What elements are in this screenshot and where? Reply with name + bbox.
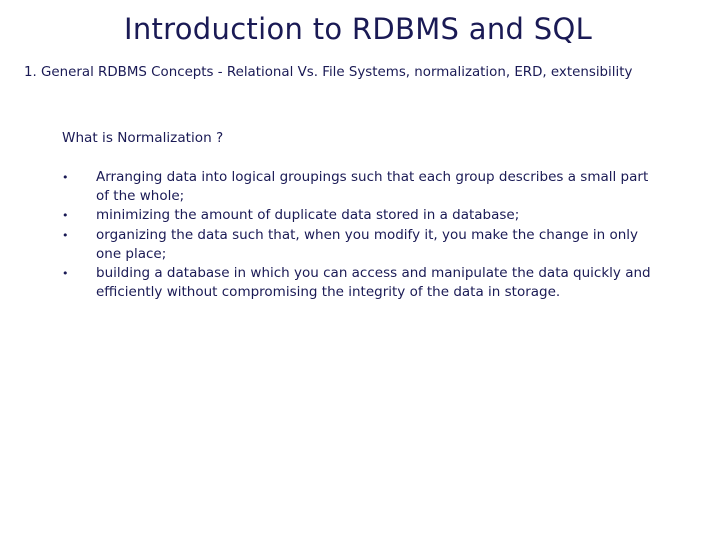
bullet-item	[62, 226, 662, 264]
bullet-list	[62, 168, 662, 302]
bullet-dot-icon: •	[62, 267, 69, 281]
slide-title: Introduction to RDBMS and SQL	[123, 12, 593, 46]
bullet-text: building a database in which you can access and manipulate the data quickly and efficiently without compromising the integrity of the data in storage.	[96, 265, 651, 301]
bullet-text: organizing the data such that, when you modify it, you make the change in only one place;	[96, 226, 639, 262]
bullet-item	[62, 206, 662, 225]
bullet-text: minimizing the amount of duplicate data stored in a database;	[96, 207, 520, 224]
bullet-item	[62, 264, 662, 302]
bullet-text: Arranging data into logical groupings such that each group describes a small part of the whole;	[96, 169, 649, 205]
bullet-dot-icon: •	[62, 228, 69, 242]
bullet-dot-icon: •	[62, 171, 69, 184]
bullet-item	[62, 168, 662, 206]
question-heading: What is Normalization ?	[62, 130, 224, 146]
bullet-dot-icon: •	[62, 209, 69, 223]
slide-subtitle: 1. General RDBMS Concepts - Relational Vs. File Systems, normalization, ERD, extensibility	[24, 65, 633, 80]
